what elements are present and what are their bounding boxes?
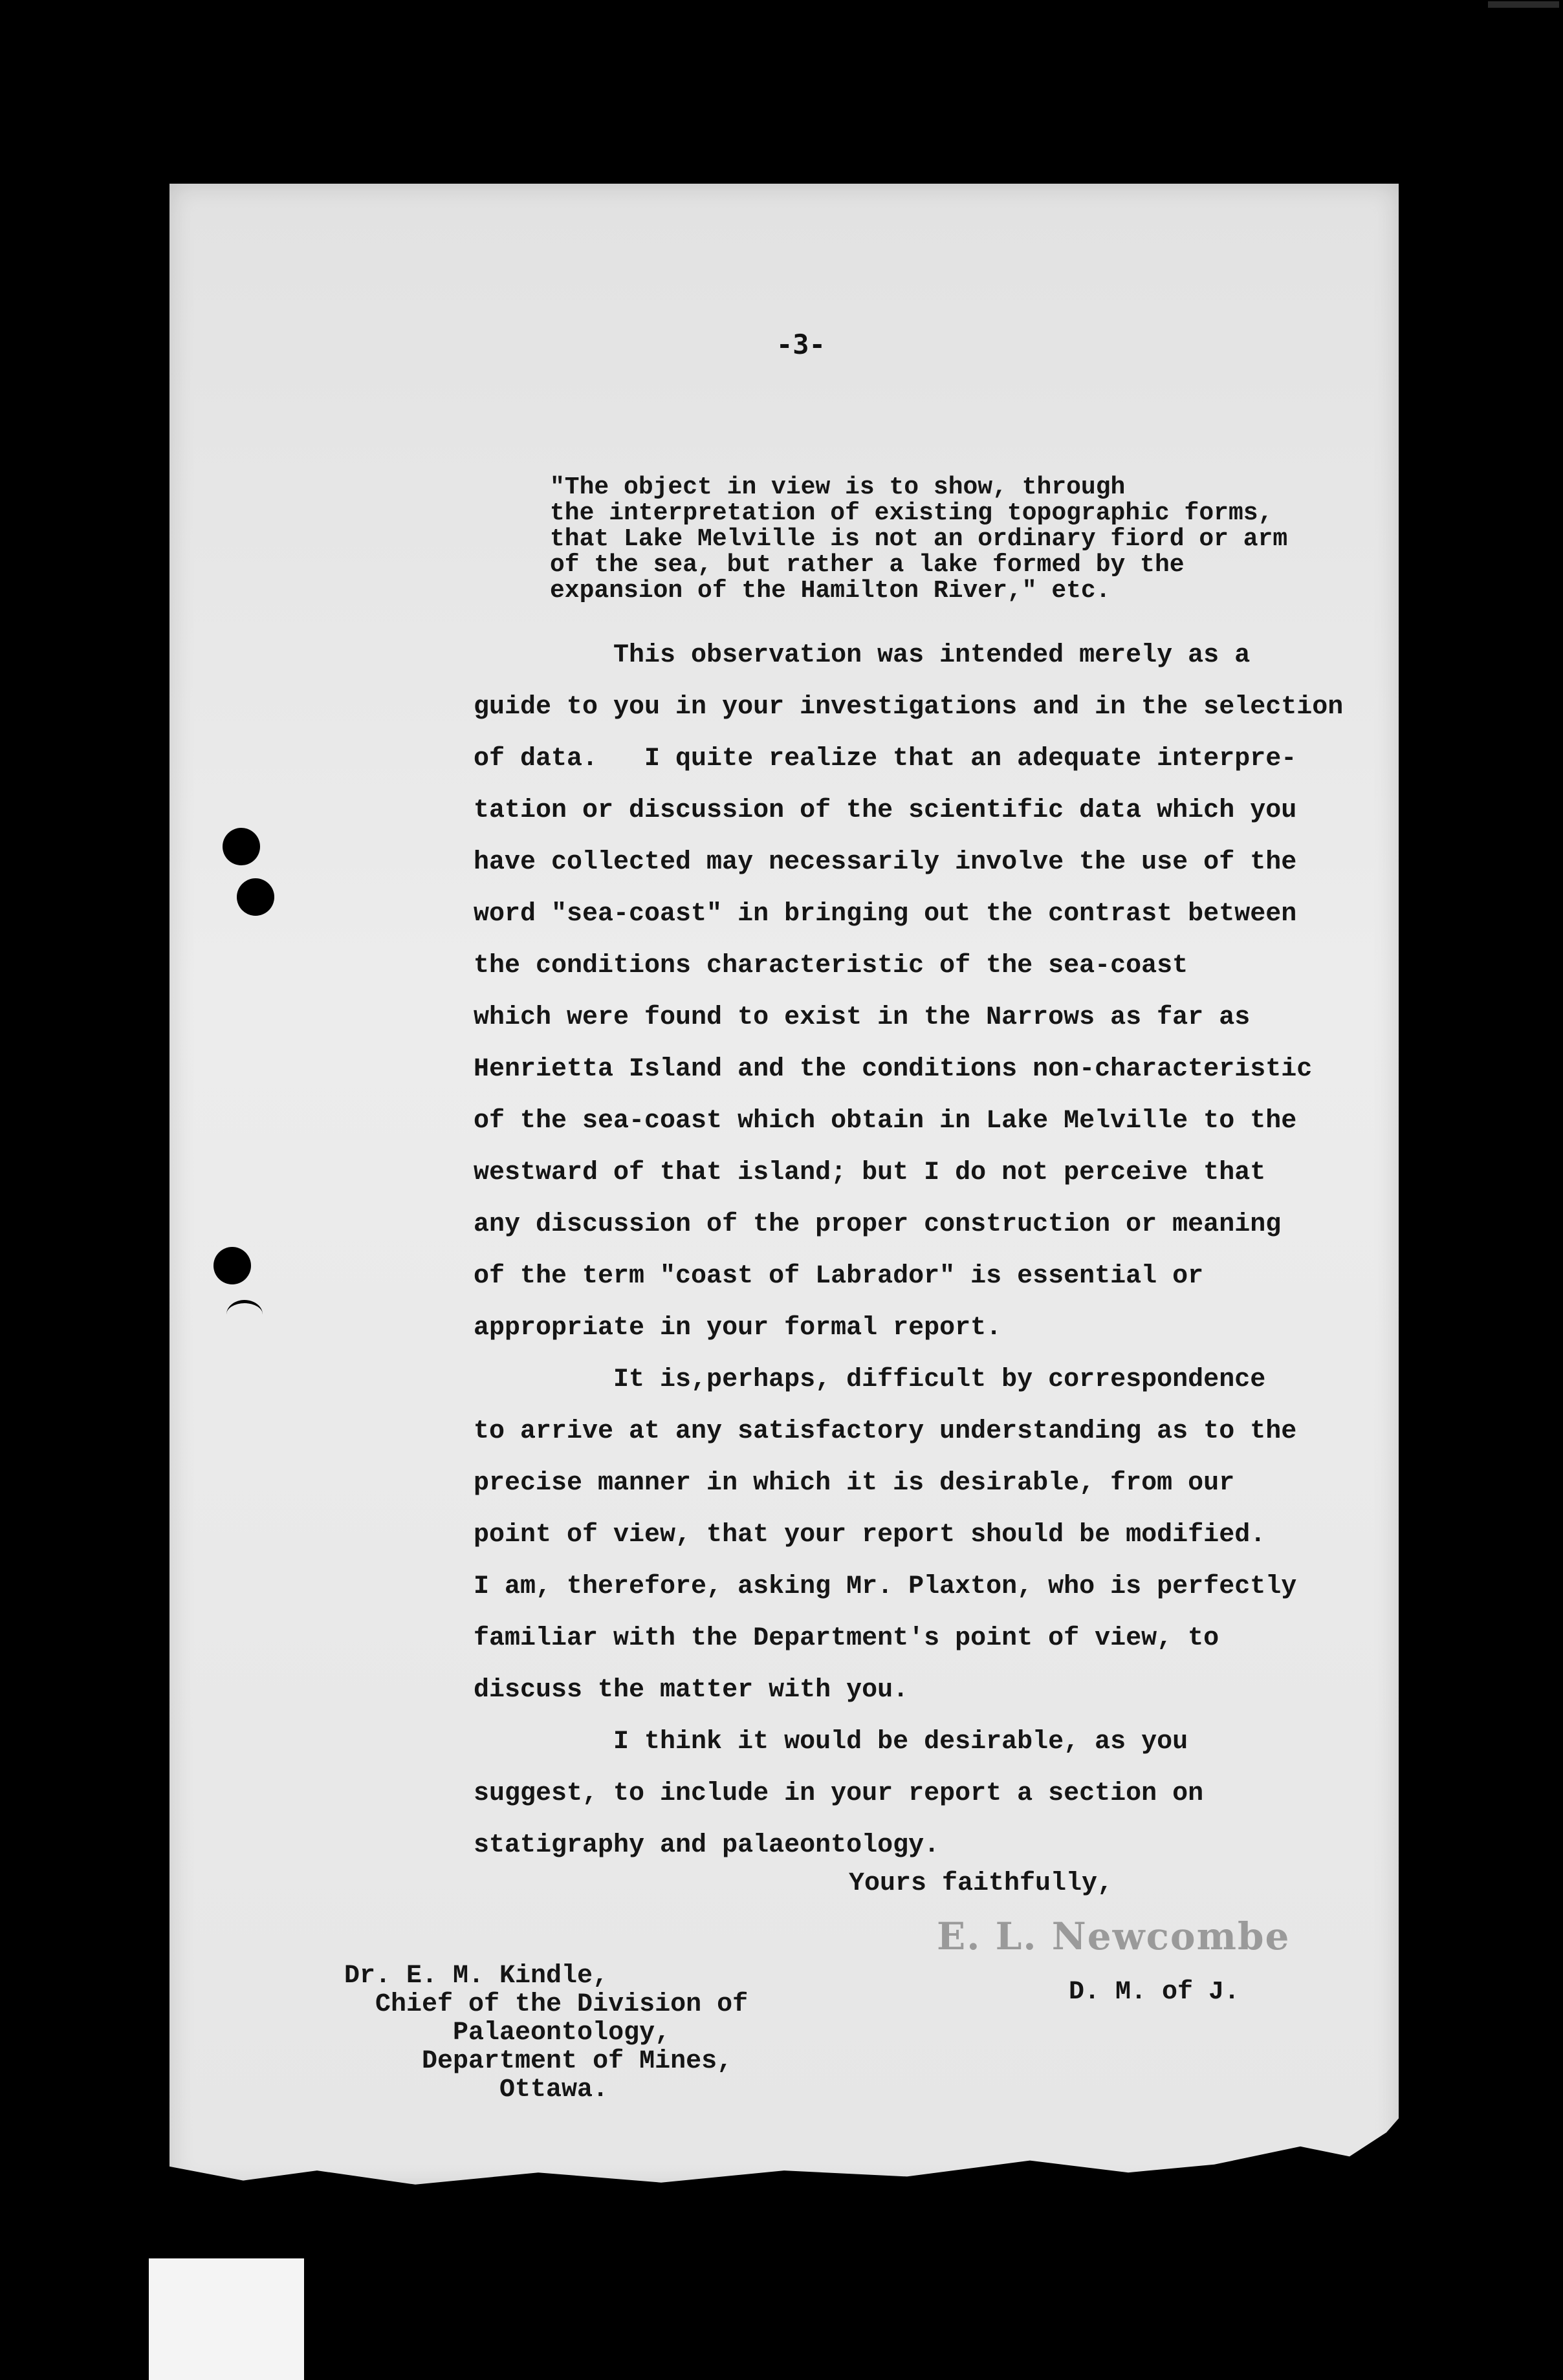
- recipient-address: [344, 1962, 748, 2104]
- signer-title: D. M. of J.: [1069, 1978, 1240, 2007]
- letter-body: [474, 630, 1343, 1872]
- signature-stamp: E. L. Newcombe: [937, 1914, 1291, 1958]
- body-line: familiar with the Department's point of view, to: [474, 1624, 1219, 1653]
- punch-hole: [223, 828, 260, 865]
- body-line: I am, therefore, asking Mr. Plaxton, who is perfectly: [474, 1572, 1297, 1601]
- quote-line: "The object in view is to show, through: [550, 473, 1126, 501]
- body-line: word "sea-coast" in bringing out the contrast between: [474, 900, 1297, 929]
- body-line: discuss the matter with you.: [474, 1676, 909, 1705]
- body-line: westward of that island; but I do not perceive that: [474, 1158, 1266, 1187]
- address-line: Palaeontology,: [344, 2018, 671, 2048]
- body-line: tation or discussion of the scientific data which you: [474, 796, 1297, 825]
- quoted-passage: [550, 475, 1287, 604]
- scanner-corner-mark: [1488, 1, 1559, 8]
- body-line: point of view, that your report should be modified.: [474, 1520, 1266, 1550]
- body-line: guide to you in your investigations and in the selection: [474, 693, 1344, 722]
- body-line: of the sea-coast which obtain in Lake Melville to the: [474, 1107, 1297, 1136]
- body-line: have collected may necessarily involve the use of the: [474, 848, 1297, 877]
- address-line: Department of Mines,: [344, 2047, 733, 2076]
- body-line: appropriate in your formal report.: [474, 1314, 1002, 1343]
- body-line: Henrietta Island and the conditions non-characteristic: [474, 1055, 1313, 1084]
- body-line: of the term "coast of Labrador" is essential or: [474, 1262, 1204, 1291]
- punch-hole: [213, 1247, 251, 1284]
- body-line: I think it would be desirable, as you: [474, 1727, 1188, 1757]
- body-line: suggest, to include in your report a section on: [474, 1779, 1204, 1808]
- body-line: of data. I quite realize that an adequate interpre-: [474, 744, 1297, 774]
- white-label-patch: [149, 2258, 304, 2380]
- quote-line: expansion of the Hamilton River," etc.: [550, 577, 1111, 605]
- body-line: to arrive at any satisfactory understanding as to the: [474, 1417, 1297, 1446]
- body-line: the conditions characteristic of the sea-coast: [474, 951, 1188, 980]
- quote-line: that Lake Melville is not an ordinary fiord or arm: [550, 525, 1288, 553]
- punch-hole-partial: [226, 1300, 263, 1329]
- quote-line: the interpretation of existing topographic forms,: [550, 499, 1273, 527]
- punch-hole: [237, 878, 274, 916]
- body-line: precise manner in which it is desirable, from our: [474, 1469, 1235, 1498]
- address-line: Chief of the Division of: [344, 1990, 749, 2019]
- body-line: any discussion of the proper construction or meaning: [474, 1210, 1282, 1239]
- closing-salutation: Yours faithfully,: [849, 1869, 1113, 1898]
- address-line: Dr. E. M. Kindle,: [344, 1962, 609, 1991]
- address-line: Ottawa.: [344, 2075, 609, 2104]
- page-number: -3-: [776, 329, 825, 360]
- body-line: which were found to exist in the Narrows as far as: [474, 1003, 1251, 1032]
- body-line: statigraphy and palaeontology.: [474, 1831, 940, 1860]
- body-line: It is,perhaps, difficult by correspondence: [474, 1365, 1266, 1394]
- body-line: This observation was intended merely as a: [474, 641, 1251, 670]
- quote-line: of the sea, but rather a lake formed by the: [550, 551, 1185, 579]
